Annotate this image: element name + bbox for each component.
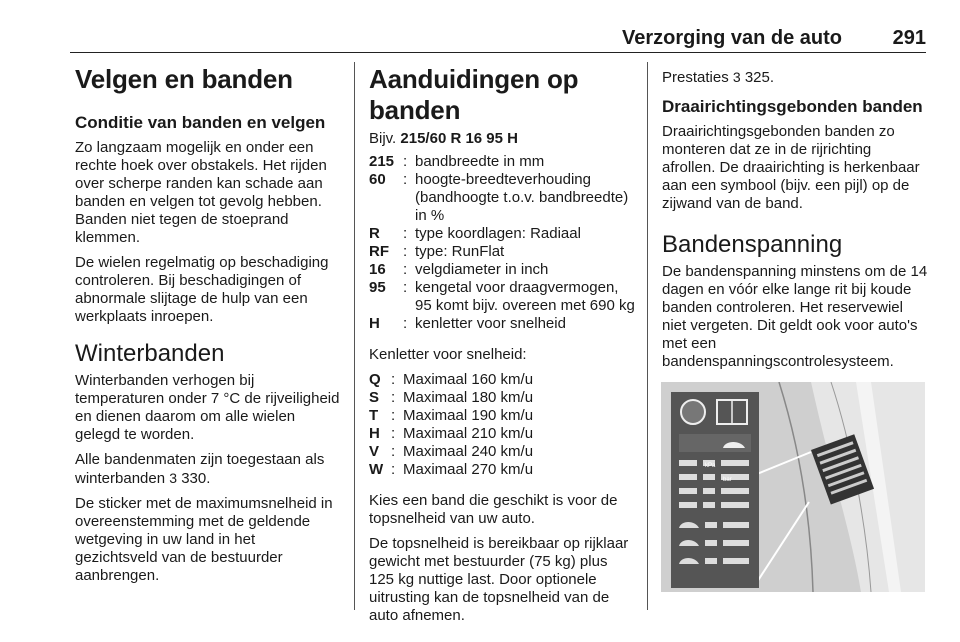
paragraph: Kies een band die geschikt is voor de topsnelheid van uw auto.	[369, 492, 618, 527]
paragraph: De bandenspanning minstens om de 14 dagen en vóór elke lange rit bij koude banden controleren. Het reservewiel niet vergeten. Dit geldt ook voor auto's met een bandenspanningscontrolesysteem.	[662, 263, 928, 370]
definition-key: V	[369, 443, 380, 460]
page-header	[70, 18, 926, 53]
definition-key: RF	[369, 243, 389, 260]
definition-value: bandbreedte in mm	[415, 153, 545, 170]
definition-key: 95	[369, 279, 386, 296]
definition-separator: :	[403, 243, 408, 260]
definition-value: hoogte-breedteverhouding (bandhoogte t.o.v. bandbreedte) in %	[415, 171, 629, 224]
definition-row	[369, 443, 635, 461]
page-number: 291	[892, 27, 926, 49]
sticker-drawing	[661, 382, 925, 592]
tire-pressure-sticker-illustration	[661, 382, 925, 592]
definition-separator: :	[391, 407, 396, 424]
definition-value: kengetal voor draagvermogen, 95 komt bijv. overeen met 690 kg	[415, 279, 635, 314]
paragraph-text: Prestaties	[662, 69, 729, 86]
definition-separator: :	[391, 461, 396, 478]
paragraph-text: Alle bandenmaten zijn toegestaan als winterbanden	[75, 451, 325, 487]
definition-value: Maximaal 270 km/u	[403, 461, 534, 478]
definition-separator: :	[403, 279, 408, 296]
definition-key: 60	[369, 171, 386, 188]
definition-value: Maximaal 240 km/u	[403, 443, 534, 460]
definition-value: Maximaal 160 km/u	[403, 371, 534, 388]
subsection-heading: Draairichtingsgebonden banden	[662, 97, 923, 116]
chapter-title: Verzorging van de auto	[621, 27, 842, 49]
definition-separator: :	[403, 171, 408, 188]
paragraph: De topsnelheid is bereikbaar op rijklaar gewicht met bestuurder (75 kg) plus 125 kg nuttige last. Door optionele uitrusting kan de topsnelheid van de auto afnemen.	[369, 535, 629, 624]
definition-key: Q	[369, 371, 381, 388]
definition-separator: :	[403, 315, 408, 332]
definition-row	[369, 315, 635, 333]
definition-separator: :	[403, 153, 408, 170]
paragraph	[662, 68, 928, 87]
example-label: Bijv.	[369, 130, 397, 147]
definition-key: W	[369, 461, 384, 478]
paragraph	[75, 451, 341, 488]
subsection-heading: Bandenspanning	[662, 231, 843, 258]
definition-value: type koordlagen: Radiaal	[415, 225, 581, 242]
definition-row	[369, 425, 635, 443]
paragraph: Draairichtingsgebonden banden zo monteren dat ze in de rijrichting afrollen. De draairichting is herkenbaar aan een symbool (bijv. een pijl) op de zijwand van de band.	[662, 123, 920, 212]
subsection-heading: Conditie van banden en velgen	[75, 113, 326, 132]
page-ref-link[interactable]: 325.	[744, 69, 775, 86]
paragraph: De sticker met de maximumsnelheid in overeenstemming met de geldende wetgeving in uw land in het gezichtsveld van de bestuurder aanbrengen.	[75, 495, 333, 584]
section-heading: Velgen en banden	[75, 64, 293, 94]
definition-key: H	[369, 315, 380, 332]
paragraph: De wielen regelmatig op beschadiging controleren. Bij beschadigingen of abnormale slijtage de hulp van een werkplaats inroepen.	[75, 254, 329, 325]
sticker-bar-label: bar	[723, 477, 732, 483]
definition-row	[369, 461, 635, 479]
definition-row	[369, 243, 635, 261]
definition-separator: :	[391, 371, 396, 388]
sticker-kpa-label: kPa	[705, 463, 716, 469]
tire-code-definitions	[369, 153, 635, 333]
definition-key: H	[369, 425, 380, 442]
definition-row	[369, 225, 635, 243]
definition-row	[369, 407, 635, 425]
definition-row	[369, 389, 635, 407]
definition-key: 16	[369, 261, 386, 278]
paragraph: Zo langzaam mogelijk en onder een rechte hoek over obstakels. Het rijden over scherpe randen kan schade aan banden en velgen tot gevolg hebben. Banden niet tegen de stoeprand klemmen.	[75, 139, 327, 246]
definition-separator: :	[403, 261, 408, 278]
definition-key: T	[369, 407, 379, 424]
definition-value: Maximaal 190 km/u	[403, 407, 534, 424]
definition-row	[369, 261, 635, 279]
page-ref-arrow-icon: 3	[169, 470, 178, 486]
column-divider	[354, 62, 355, 610]
definition-value: type: RunFlat	[415, 243, 505, 260]
definition-key: 215	[369, 153, 395, 170]
definition-key: S	[369, 389, 380, 406]
column-divider	[647, 62, 648, 610]
definition-row	[369, 153, 635, 171]
definition-value: Maximaal 210 km/u	[403, 425, 534, 442]
page-ref-arrow-icon: 3	[732, 69, 741, 85]
column-left	[75, 56, 341, 592]
definition-row	[369, 279, 635, 315]
paragraph: Kenletter voor snelheid:	[369, 346, 527, 363]
definition-separator: :	[391, 389, 396, 406]
definition-separator: :	[391, 443, 396, 460]
subsection-heading: Winterbanden	[75, 340, 225, 367]
example-code: 215/60 R 16 95 H	[400, 130, 518, 147]
column-middle	[369, 56, 635, 632]
definition-key: R	[369, 225, 380, 242]
column-right	[662, 56, 928, 378]
paragraph: Winterbanden verhogen bij temperaturen onder 7 °C de rijveiligheid en dienen daarom om alle wielen gelegd te worden.	[75, 372, 340, 443]
definition-separator: :	[403, 225, 408, 242]
definition-value: Maximaal 180 km/u	[403, 389, 534, 406]
page-ref-link[interactable]: 330.	[181, 470, 211, 487]
tire-code-example	[369, 130, 635, 147]
definition-row	[369, 371, 635, 389]
speed-index-list	[369, 371, 635, 479]
definition-row	[369, 171, 635, 225]
definition-value: kenletter voor snelheid	[415, 315, 566, 332]
definition-value: velgdiameter in inch	[415, 261, 549, 278]
definition-separator: :	[391, 425, 396, 442]
section-heading: Aanduidingen op banden	[369, 64, 579, 125]
